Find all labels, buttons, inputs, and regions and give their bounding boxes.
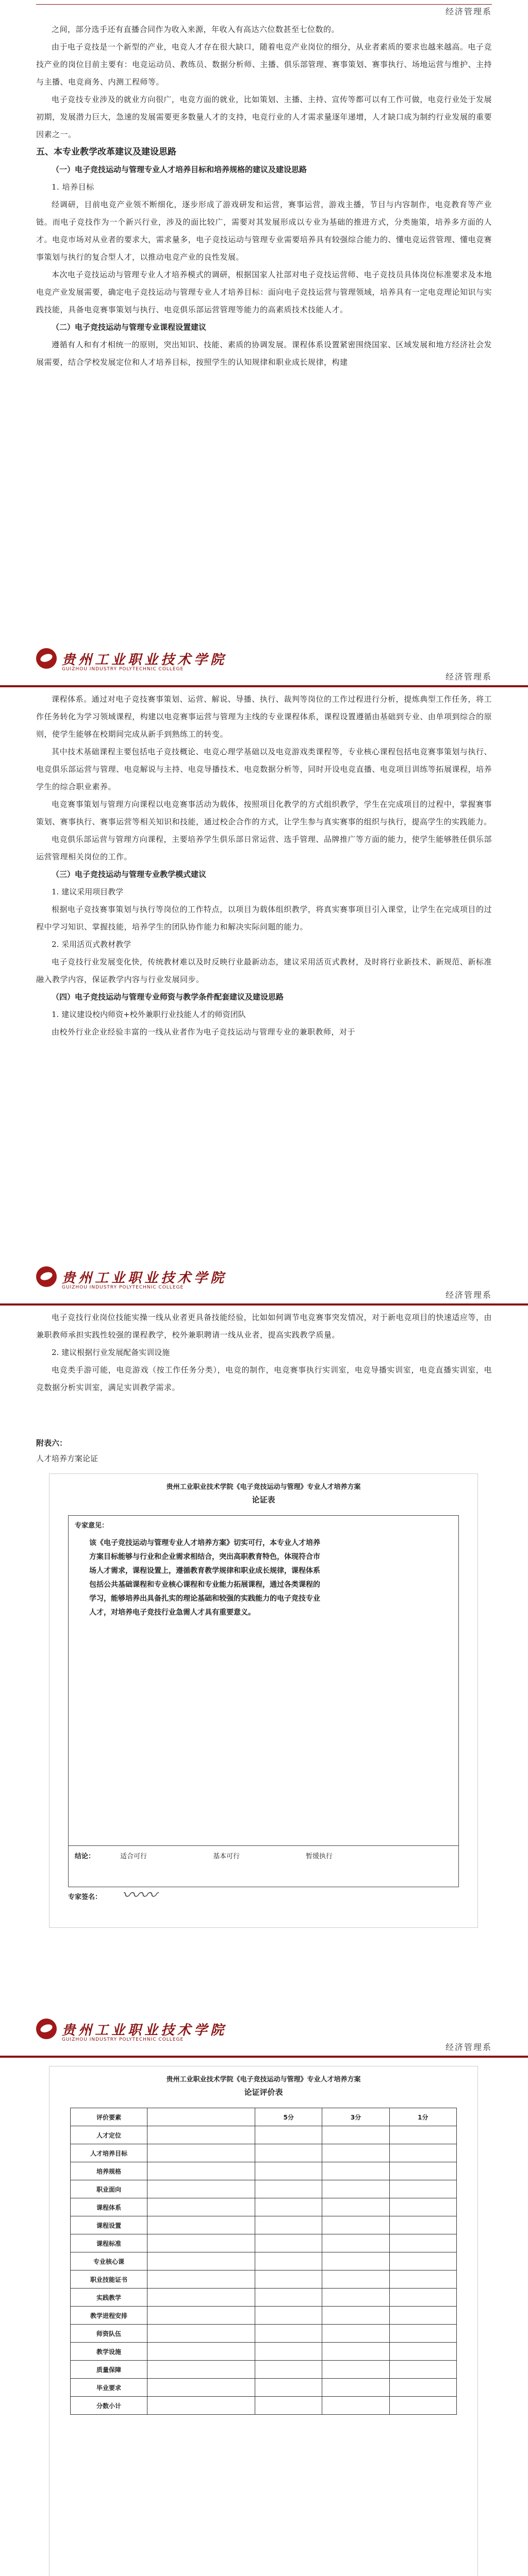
list-item: 2. 建议根据行业发展配备实训设施 [52,1348,170,1357]
school-name-logo: 贵州工业职业技术学院 [62,2023,227,2038]
table-cell: 师资队伍 [71,2325,147,2343]
form-title: 贵州工业职业技术学院《电子竞技运动与管理》专业人才培养方案 [166,2076,361,2083]
table-row [71,2343,457,2361]
table-cell [147,2307,255,2325]
table-cell [255,2379,322,2397]
handwritten-signature: 〰〰 [122,1885,157,1906]
table-cell [389,2216,456,2234]
scanned-form-2 [49,2066,478,2576]
table-cell [389,2343,456,2361]
expert-opinion-text: 该《电子竞技运动与管理专业人才培养方案》切实可行，本专业人才培养方案目标能够与行业和企业需求相结合，突出高职教育特色，体现符合市场人才需求，课程设置上，遵循教育教学规律和职业成长规律，课程体系包括公共基础课程和专业核心课程和专业能力拓展课程，通过各类课程的学习，能够培养出具备扎实的理论基础和较强的实践能力的电子竞技专业人才，对培养电子竞技行业急需人才具有重要意义。 [89,1539,320,1617]
paragraph: 由于电子竞技是一个新型的产业，电竞人才存在很大缺口，随着电竞产业岗位的细分，从业者素质的要求也越来越高。电子竞技产业的岗位目前主要有：电竞运动员、教练员、数据分析师、主播、俱乐部管理、赛事策划、赛事执行、场地运营与维护、主持与主播、电竞商务、内测工程师等。 [36,42,492,87]
subsection-heading: （二）电子竞技运动与管理专业课程设置建议 [52,323,207,332]
expert-opinion-box [68,1515,459,1887]
school-en-logo: GUIZHOU INDUSTRY POLYTECHNIC COLLEGE [62,667,184,672]
table-cell [147,2325,255,2343]
paragraph: 电子竞技行业发展变化快，传统教材难以及时反映行业最新动态，建议采用活页式教材，及时将行业新技术、新规范、新标准融入教学内容，保证教学内容与行业发展同步。 [36,957,492,984]
table-cell [255,2325,322,2343]
table-cell [389,2379,456,2397]
table-row [71,2162,457,2180]
table-cell [389,2252,456,2270]
table-cell [389,2361,456,2379]
table-cell [389,2289,456,2307]
table-cell [255,2270,322,2289]
dept-name: 经济管理系 [445,7,492,16]
attachment-subtitle: 人才培养方案论证 [36,1454,98,1463]
table-cell [322,2361,389,2379]
table-row [71,2325,457,2343]
paragraph: 之间，部分选手还有直播合同作为收入来源，年收入有高达六位数甚至七位数的。 [52,25,340,34]
paragraph: 经调研，目前电竞产业领不断细化，逐步形成了游戏研发和运营，赛事运营，游戏主播，节目与内容制作，电竞教育等产业链。而电子竞技作为一个新兴行业，涉及的面比较广，需要对其发展形成以专业为基础的推进方式，分类施策，培养多方面的人才。电竞市场对从业者的要求大，需求量多，电子竞技运动与管理专业需要培养具有较强综合能力的、懂电竞运营管理、懂电竞赛事策划与执行的复合型人才，以推动电竞产业的良性发展。 [36,200,492,262]
table-cell [389,2307,456,2325]
table-cell: 分数小计 [71,2397,147,2415]
table-row [71,2126,457,2144]
table-cell [255,2126,322,2144]
table-cell [322,2198,389,2216]
table-cell [389,2234,456,2252]
table-cell [389,2397,456,2415]
table-cell: 人才培养目标 [71,2144,147,2162]
paragraph: 电竞类手游可能，电竞游戏（按工作任务分类），电竞的制作，电竞赛事执行实训室，电竞导播实训室，电竞直播实训室，电竞数据分析实训室，满足实训教学需求。 [36,1365,492,1392]
table-cell [322,2270,389,2289]
table-cell: 培养规格 [71,2162,147,2180]
attachment-title: 附表六： [36,1438,68,1448]
table-cell [322,2289,389,2307]
table-cell [255,2397,322,2415]
table-cell: 专业核心课 [71,2252,147,2270]
table-cell: 毕业要求 [71,2379,147,2397]
table-cell: 职业面向 [71,2180,147,2198]
table-cell: 人才定位 [71,2126,147,2144]
school-name-logo: 贵州工业职业技术学院 [62,1270,227,1286]
table-row [71,2144,457,2162]
column-header: 1分 [389,2108,456,2126]
table-cell [147,2144,255,2162]
subsection-heading: （四）电子竞技运动与管理专业师资与教学条件配套建议及建设思路 [52,992,284,1002]
table-cell [147,2361,255,2379]
table-cell [322,2144,389,2162]
table-cell [322,2216,389,2234]
table-cell: 质量保障 [71,2361,147,2379]
table-cell: 教学设施 [71,2343,147,2361]
evaluation-table [70,2108,457,2415]
table-cell [147,2379,255,2397]
table-cell [389,2144,456,2162]
school-name-logo: 贵州工业职业技术学院 [62,652,227,668]
table-cell [255,2252,322,2270]
table-cell [389,2198,456,2216]
table-header-row [71,2108,457,2126]
table-cell [389,2270,456,2289]
column-header: 3分 [322,2108,389,2126]
table-cell [389,2325,456,2343]
table-cell [389,2126,456,2144]
table-cell [255,2307,322,2325]
table-cell [147,2270,255,2289]
page-1 [0,0,528,634]
school-logo-icon [36,648,57,669]
table-cell [147,2343,255,2361]
table-cell: 实践教学 [71,2289,147,2307]
paragraph: 1. 培养目标 [52,182,94,192]
table-row [71,2252,457,2270]
table-cell [255,2180,322,2198]
subsection-heading: （三）电子竞技运动与管理专业教学模式建议 [52,870,207,879]
school-en-logo: GUIZHOU INDUSTRY POLYTECHNIC COLLEGE [62,1285,184,1290]
table-cell [255,2216,322,2234]
page-3-text [0,1309,528,1422]
table-cell [147,2198,255,2216]
page-2 [0,690,528,1247]
paragraph: 根据电子竞技赛事策划与执行等岗位的工作特点，以项目为载体组织教学，将真实赛事项目引入课堂，让学生在完成项目的过程中学习知识、掌握技能，培养学生的团队协作能力和解决实际问题的能力。 [36,905,492,931]
table-row [71,2198,457,2216]
table-row [71,2270,457,2289]
table-row [71,2180,457,2198]
table-cell [389,2162,456,2180]
form-subtitle: 论证表 [252,1495,275,1504]
paragraph: 其中技术基础课程主要包括电子竞技概论、电竞心理学基础以及电竞游戏类课程等，专业核心课程包括电竞赛事策划与执行、电竞俱乐部运营与管理、电竞解说与主持、电竞导播技术、电竞数据分析等，同时开设电竞直播、电竞项目训练等拓展课程，培养学生的综合职业素养。 [36,747,492,791]
table-cell [147,2289,255,2307]
paragraph: 由校外行业企业经验丰富的一线从业者作为电子竞技运动与管理专业的兼职教师，对于 [52,1027,356,1037]
table-cell [255,2343,322,2361]
form-subtitle: 论证评价表 [244,2088,283,2097]
table-cell [147,2216,255,2234]
table-cell [322,2252,389,2270]
table-cell [322,2343,389,2361]
school-en-logo: GUIZHOU INDUSTRY POLYTECHNIC COLLEGE [62,2037,184,2042]
paragraph: 电竞俱乐部运营与管理方向课程，主要培养学生俱乐部日常运营、选手管理、品牌推广等方面的能力，使学生能够胜任俱乐部运营管理相关岗位的工作。 [36,835,492,861]
list-item: 1. 建议采用项目教学 [52,887,124,896]
table-cell [322,2325,389,2343]
paragraph: 电子竞技行业岗位技能实操一线从业者更具备技能经验，比如如何调节电竞赛事突发情况，对于新电竞项目的快速适应等，由兼职教师承担实践性较强的课程教学，校外兼职聘请一线从业者，提高实践教学质量。 [36,1313,492,1340]
conclusion-option: 适合可行 [120,1853,147,1860]
divider [69,1845,458,1846]
page-header [0,2009,528,2058]
table-cell [322,2180,389,2198]
column-header [147,2108,255,2126]
paragraph: 遵循有人和有才相统一的原则，突出知识、技能、素质的协调发展。课程体系设置紧密围绕国家、区域发展和地方经济社会发展需要，结合学校发展定位和人才培养目标，按照学生的认知规律和职业成长规律，构建 [36,340,492,367]
table-row [71,2216,457,2234]
dept-name: 经济管理系 [445,2042,492,2052]
table-cell: 课程体系 [71,2198,147,2216]
school-logo-icon [36,1266,57,1287]
column-header: 5分 [255,2108,322,2126]
table-cell: 教学进程安排 [71,2307,147,2325]
table-cell [147,2162,255,2180]
section-heading: 五、本专业教学改革建议及建设思路 [36,147,176,157]
conclusion-label: 结论： [75,1853,95,1860]
table-cell [322,2397,389,2415]
table-row [71,2379,457,2397]
subsection-heading: （一）电子竞技运动与管理专业人才培养目标和培养规格的建议及建设思路 [52,165,307,174]
form-title: 贵州工业职业技术学院《电子竞技运动与管理》专业人才培养方案 [166,1483,361,1491]
table-cell [255,2289,322,2307]
table-cell [147,2126,255,2144]
paragraph: 电子竞技专业涉及的就业方向很广，电竞方面的就业，比如策划、主播、主持、宣传等都可以有工作可做，电竞行业处于发展初期，发展潜力巨大，急速的发展需要更多数量人才的支持，电竞行业的人才需求量逐年递增，人才缺口成为制约行业发展的重要因素之一。 [36,95,492,139]
table-cell [147,2180,255,2198]
column-header: 评价要素 [71,2108,147,2126]
table-cell: 课程设置 [71,2216,147,2234]
table-row [71,2361,457,2379]
paragraph: 电竞赛事策划与管理方向课程以电竞赛事活动为载体，按照项目化教学的方式组织教学，学生在完成项目的过程中，掌握赛事策划、赛事执行、赛事运营等相关知识和技能，通过校企合作的方式，让学生参与真实赛事的组织与执行，提高学生的实践能力。 [36,800,492,826]
table-cell [322,2307,389,2325]
paragraph: 课程体系。通过对电子竞技赛事策划、运营、解说、导播、执行、裁判等岗位的工作过程进行分析，提炼典型工作任务，将工作任务转化为学习领域课程，构建以电竞赛事运营与管理为主线的专业课程体系，课程设置遵循由基础到专业、由单项到综合的原则，使学生能够在校期间完成从新手到熟练工的转变。 [36,694,492,739]
dept-name: 经济管理系 [445,672,492,682]
scanned-form-1 [49,1473,478,1928]
table-cell [147,2252,255,2270]
paragraph: 本次电子竞技运动与管理专业人才培养模式的调研，根据国家人社部对电子竞技运营师、电子竞技员具体岗位标准要求及本地电竞产业发展需要，确定电子竞技运动与管理专业人才培养目标：面向电子竞技运营与管理领域，培养具有一定电竞理论知识与实践技能，具备电竞赛事策划与执行、电竞俱乐部运营管理等能力的高素质技术技能人才。 [36,270,492,314]
table-cell [255,2144,322,2162]
page-header [0,639,528,687]
table-row [71,2289,457,2307]
table-row [71,2234,457,2252]
expert-opinion-label: 专家意见： [75,1522,109,1530]
table-cell [147,2397,255,2415]
table-cell [255,2198,322,2216]
list-item: 2. 采用活页式教材教学 [52,940,131,949]
list-item: 1. 建议建设校内师资+校外兼职行业技能人才的师资团队 [52,1010,246,1019]
table-cell [147,2234,255,2252]
dept-name: 经济管理系 [445,1290,492,1300]
table-cell [255,2234,322,2252]
table-row [71,2397,457,2415]
table-cell [255,2162,322,2180]
table-cell: 职业技能证书 [71,2270,147,2289]
conclusion-option: 暂缓执行 [306,1853,333,1860]
table-row [71,2307,457,2325]
page-header [0,1257,528,1306]
table-cell [255,2361,322,2379]
table-cell [322,2234,389,2252]
table-cell [322,2126,389,2144]
table-cell [389,2180,456,2198]
header-rule [36,4,492,5]
school-logo-icon [36,2019,57,2039]
expert-signature-label: 专家签名： [68,1893,102,1901]
table-cell: 课程标准 [71,2234,147,2252]
table-cell [322,2379,389,2397]
conclusion-option: 基本可行 [213,1853,240,1860]
table-cell [322,2162,389,2180]
